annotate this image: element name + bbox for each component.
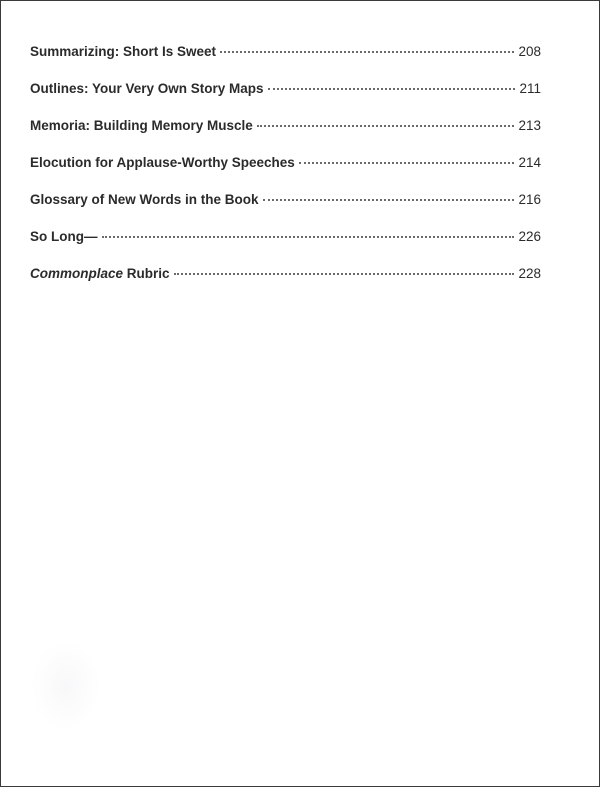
toc-entry-title: Glossary of New Words in the Book: [30, 192, 259, 207]
toc-entry-page-number: 208: [518, 44, 541, 59]
toc-entry-glossary[interactable]: [30, 192, 541, 229]
scan-smudge: [31, 641, 101, 731]
toc-entry-page-number: 214: [518, 155, 541, 170]
dot-leader: [299, 162, 515, 164]
toc-entry-page-number: 226: [518, 229, 541, 244]
toc-entry-commonplace-rubric[interactable]: [30, 266, 541, 303]
dot-leader: [102, 236, 515, 238]
toc-entry-so-long[interactable]: [30, 229, 541, 266]
toc-entry-page-number: 213: [518, 118, 541, 133]
toc-entry-page-number: 228: [518, 266, 541, 281]
dot-leader: [257, 125, 515, 127]
toc-entry-page-number: 211: [519, 81, 541, 96]
dot-leader: [263, 199, 515, 201]
toc-entry-summarizing[interactable]: [30, 44, 541, 81]
toc-entry-memoria[interactable]: [30, 118, 541, 155]
dot-leader: [174, 273, 515, 275]
toc-entry-title-italic: Commonplace: [30, 266, 124, 281]
dot-leader: [220, 51, 514, 53]
toc-entry-title: Elocution for Applause-Worthy Speeches: [30, 155, 295, 170]
toc-entry-title: [30, 266, 170, 281]
toc-entry-title-rest: Rubric: [123, 266, 170, 281]
toc-entry-title: Outlines: Your Very Own Story Maps: [30, 81, 264, 96]
toc-entry-elocution[interactable]: [30, 155, 541, 192]
toc-entry-title: Memoria: Building Memory Muscle: [30, 118, 253, 133]
table-of-contents: [30, 44, 541, 303]
dot-leader: [268, 88, 516, 90]
toc-entry-title: So Long—: [30, 229, 98, 244]
toc-entry-page-number: 216: [518, 192, 541, 207]
toc-entry-outlines[interactable]: [30, 81, 541, 118]
toc-entry-title: Summarizing: Short Is Sweet: [30, 44, 217, 59]
